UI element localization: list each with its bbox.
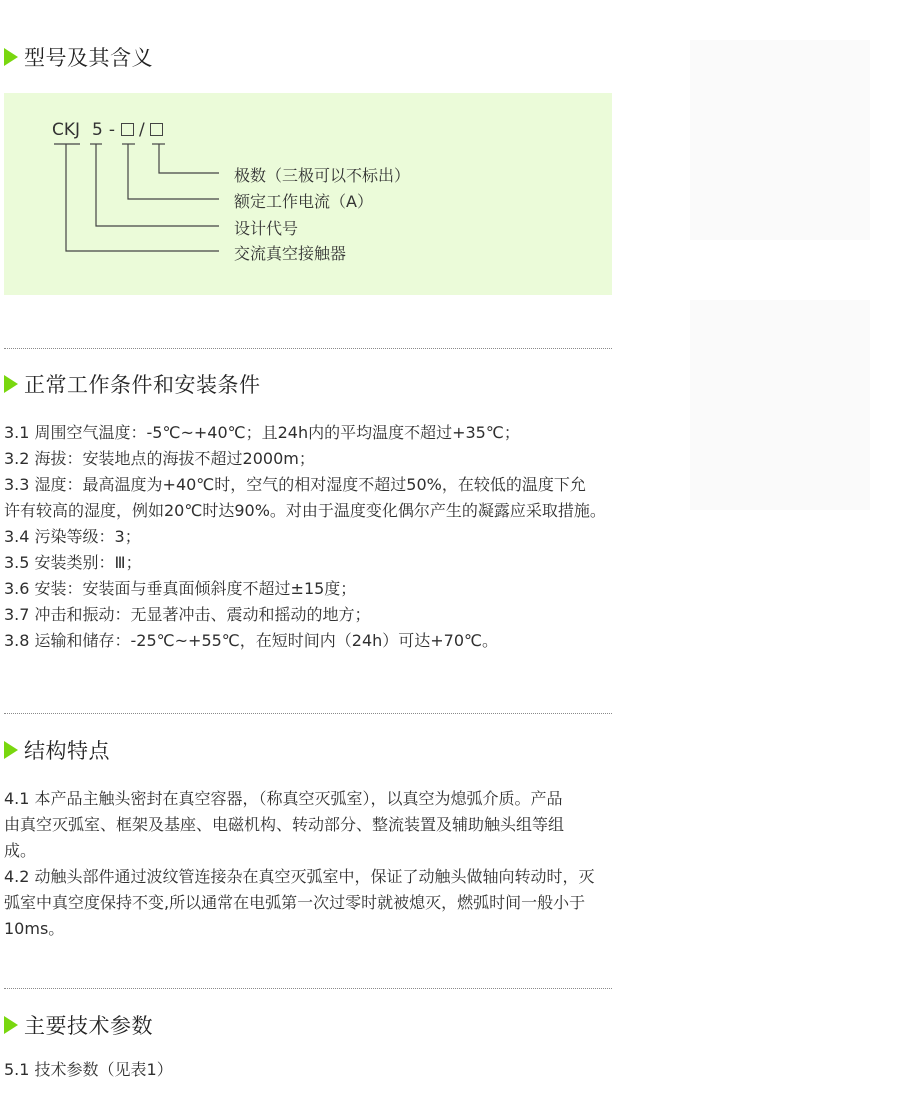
params-text (4, 1057, 616, 1083)
text-line: 成。 (4, 841, 37, 860)
text-line: 3.7 冲击和振动：无显著冲击、震动和摇动的地方； (4, 605, 371, 624)
section-title-text: 正常工作条件和安装条件 (24, 373, 261, 397)
section-title-text: 型号及其含义 (24, 46, 153, 70)
text-line: 3.6 安装：安装面与垂真面倾斜度不超过±15度； (4, 579, 357, 598)
text-line: 弧室中真空度保持不变,所以通常在电弧第一次过零时就被熄灭，燃弧时间一般小于 (4, 893, 586, 912)
model-code-prefix: CKJ (52, 120, 81, 140)
model-code-slash: / (139, 120, 145, 140)
section-title-text: 结构特点 (24, 739, 110, 763)
model-code-design: 5 (92, 120, 103, 140)
section-title-structure (4, 735, 110, 765)
model-diagram (4, 93, 612, 295)
section-title-model (4, 42, 153, 72)
text-line: 3.5 安装类别：Ⅲ； (4, 553, 142, 572)
text-line: 5.1 技术参数（见表1） (4, 1060, 173, 1079)
text-line: 由真空灭弧室、框架及基座、电磁机构、转动部分、整流装置及辅助触头组等组 (4, 815, 565, 834)
section-title-params (4, 1010, 153, 1040)
background-ghost-block-bottom (690, 300, 870, 510)
conditions-text (4, 420, 616, 654)
section-divider (4, 348, 612, 349)
text-line: 3.3 湿度：最高温度为+40℃时，空气的相对湿度不超过50%，在较低的温度下允 (4, 475, 586, 494)
label-design-code: 设计代号 (234, 219, 299, 238)
structure-text (4, 786, 616, 942)
section-title-text: 主要技术参数 (24, 1014, 153, 1038)
placeholder-box-icon (121, 123, 134, 136)
green-triangle-icon (4, 1016, 18, 1034)
section-divider (4, 988, 612, 989)
background-ghost-block-top (690, 40, 870, 240)
text-line: 4.2 动触头部件通过波纹管连接杂在真空灭弧室中，保证了动触头做轴向转动时，灭 (4, 867, 595, 886)
text-line: 4.1 本产品主触头密封在真空容器，（称真空灭弧室），以真空为熄弧介质。产品 (4, 789, 563, 808)
label-rated-current: 额定工作电流（A） (234, 192, 373, 211)
section-divider (4, 713, 612, 714)
text-line: 3.8 运输和储存：-25℃~+55℃，在短时间内（24h）可达+70℃。 (4, 631, 499, 650)
green-triangle-icon (4, 48, 18, 66)
text-line: 3.1 周围空气温度：-5℃~+40℃；且24h内的平均温度不超过+35℃； (4, 423, 520, 442)
section-title-conditions (4, 369, 261, 399)
placeholder-box-icon (150, 123, 163, 136)
model-code-dash: - (108, 120, 116, 140)
green-triangle-icon (4, 375, 18, 393)
green-triangle-icon (4, 741, 18, 759)
label-product-name: 交流真空接触器 (234, 244, 347, 263)
text-line: 3.4 污染等级：3； (4, 527, 141, 546)
text-line: 许有较高的湿度，例如20℃时达90%。对由于温度变化偶尔产生的凝露应采取措施。 (4, 501, 606, 520)
label-poles: 极数（三极可以不标出） (234, 166, 411, 185)
model-code (52, 120, 163, 140)
text-line: 3.2 海拔：安装地点的海拔不超过2000m； (4, 449, 315, 468)
text-line: 10ms。 (4, 919, 65, 938)
